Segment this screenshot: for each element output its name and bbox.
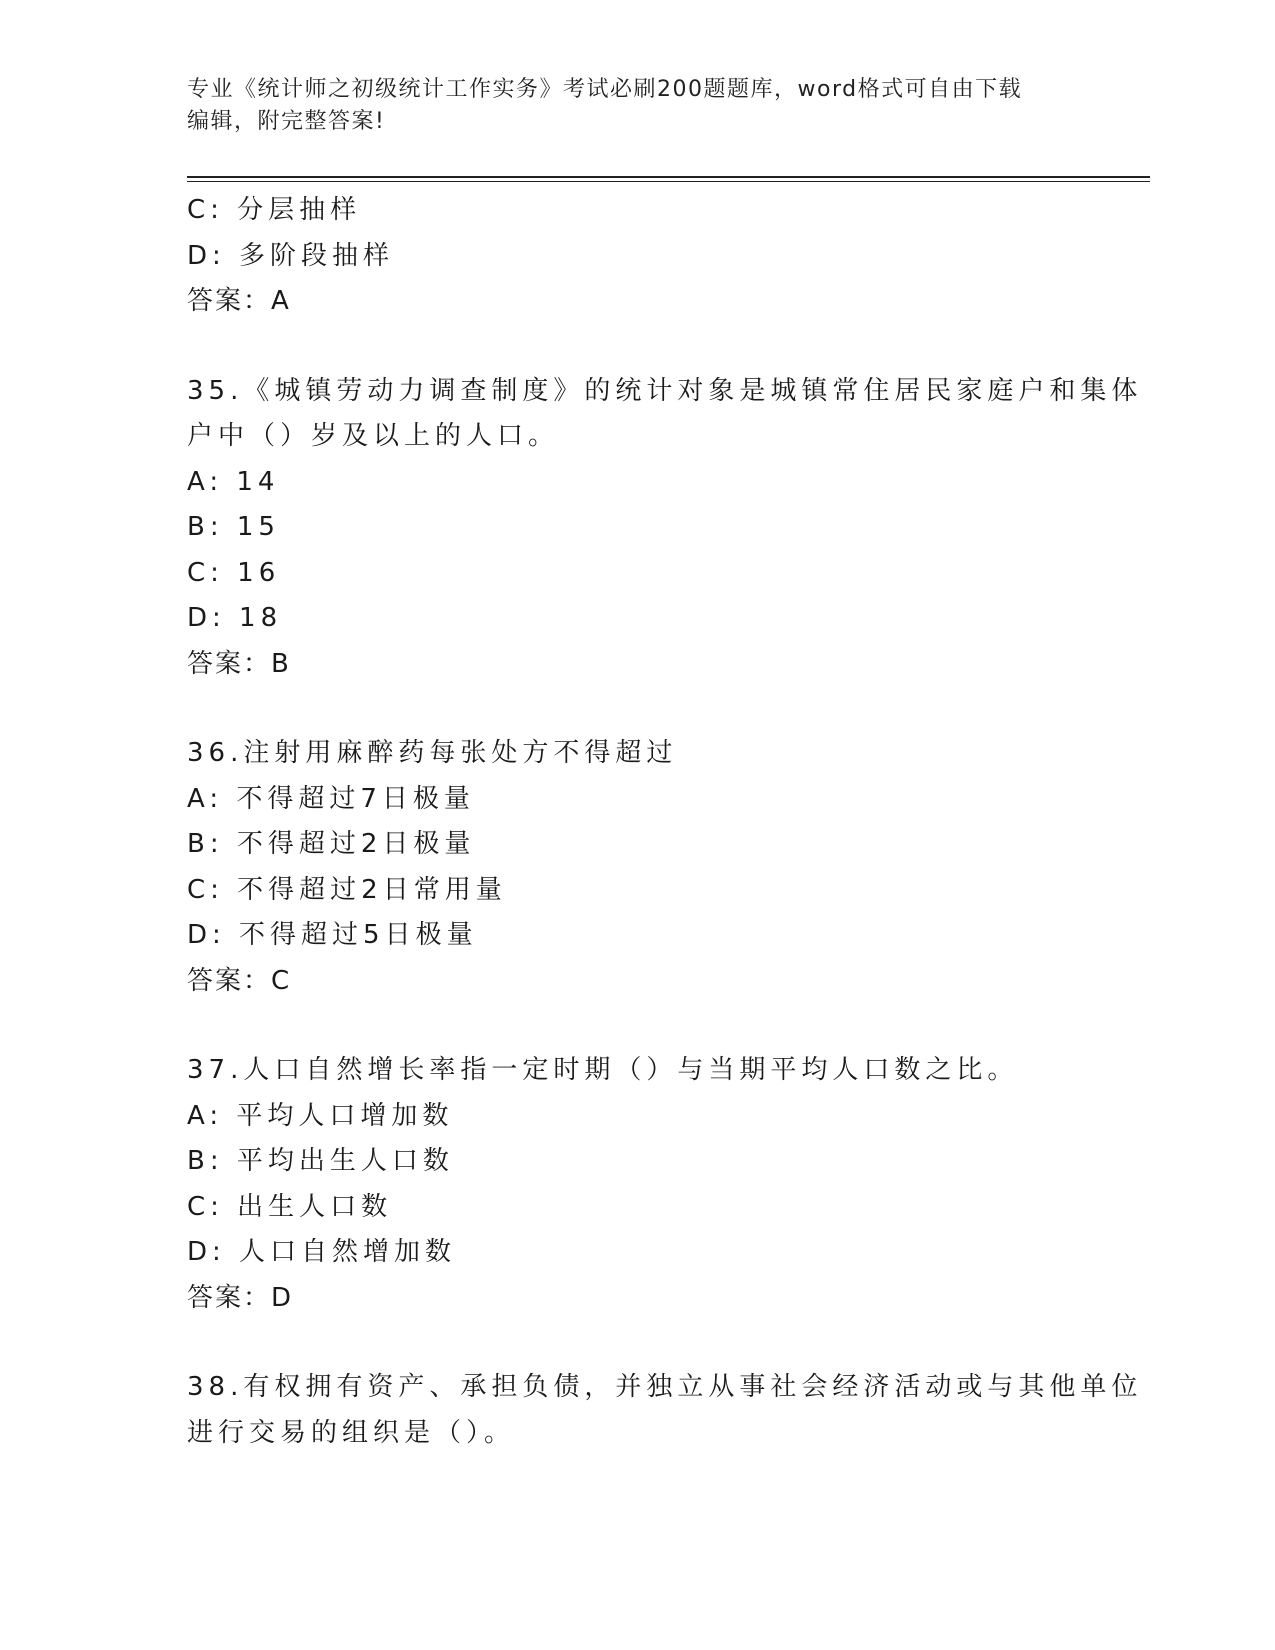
header-divider <box>187 176 1150 178</box>
option-b: B: 平均出生人口数 <box>187 1146 454 1176</box>
option-b: B: 15 <box>187 512 280 542</box>
question-stem: 38.有权拥有资产、承担负债，并独立从事社会经济活动或与其他单位 <box>187 1372 1143 1402</box>
option-c: C: 出生人口数 <box>187 1191 393 1222</box>
question-38 <box>187 1365 1143 1456</box>
spacer <box>187 687 1087 731</box>
answer: 答案：C <box>187 965 292 996</box>
spacer <box>187 325 1087 369</box>
question-35 <box>187 369 1143 688</box>
header-divider-thin <box>187 181 1150 182</box>
question-34 <box>187 188 1087 325</box>
question-36 <box>187 731 1087 1004</box>
question-stem: 36.注射用麻醉药每张处方不得超过 <box>187 738 678 768</box>
option-d: D: 不得超过5日极量 <box>187 920 478 950</box>
option-d: D: 人口自然增加数 <box>187 1237 457 1267</box>
option-d: D: 18 <box>187 603 283 633</box>
option-c: C: 不得超过2日常用量 <box>187 874 507 905</box>
option-c: C: 16 <box>187 557 281 588</box>
spacer <box>187 1321 1087 1365</box>
header-line-1: 专业《统计师之初级统计工作实务》考试必刷200题题库，word格式可自由下载 <box>187 77 1023 102</box>
header-line-2: 编辑，附完整答案! <box>187 109 386 134</box>
option-d: D: 多阶段抽样 <box>187 240 395 271</box>
question-37 <box>187 1048 1087 1321</box>
question-stem: 37.人口自然增长率指一定时期（）与当期平均人口数之比。 <box>187 1055 1019 1085</box>
answer: 答案：B <box>187 648 291 679</box>
spacer <box>187 1004 1087 1048</box>
answer: 答案：A <box>187 286 291 316</box>
option-a: A: 不得超过7日极量 <box>187 783 475 814</box>
question-list <box>187 188 1143 1456</box>
question-stem: 35.《城镇劳动力调查制度》的统计对象是城镇常住居民家庭户和集体 <box>187 375 1143 406</box>
option-a: A: 平均人口增加数 <box>187 1100 454 1131</box>
option-b: B: 不得超过2日极量 <box>187 829 476 859</box>
question-stem: 进行交易的组织是（）。 <box>187 1417 516 1448</box>
document-header <box>187 74 1067 138</box>
question-stem: 户中（）岁及以上的人口。 <box>187 421 560 451</box>
option-a: A: 14 <box>187 466 280 497</box>
option-c: C: 分层抽样 <box>187 195 362 225</box>
answer: 答案：D <box>187 1282 294 1313</box>
